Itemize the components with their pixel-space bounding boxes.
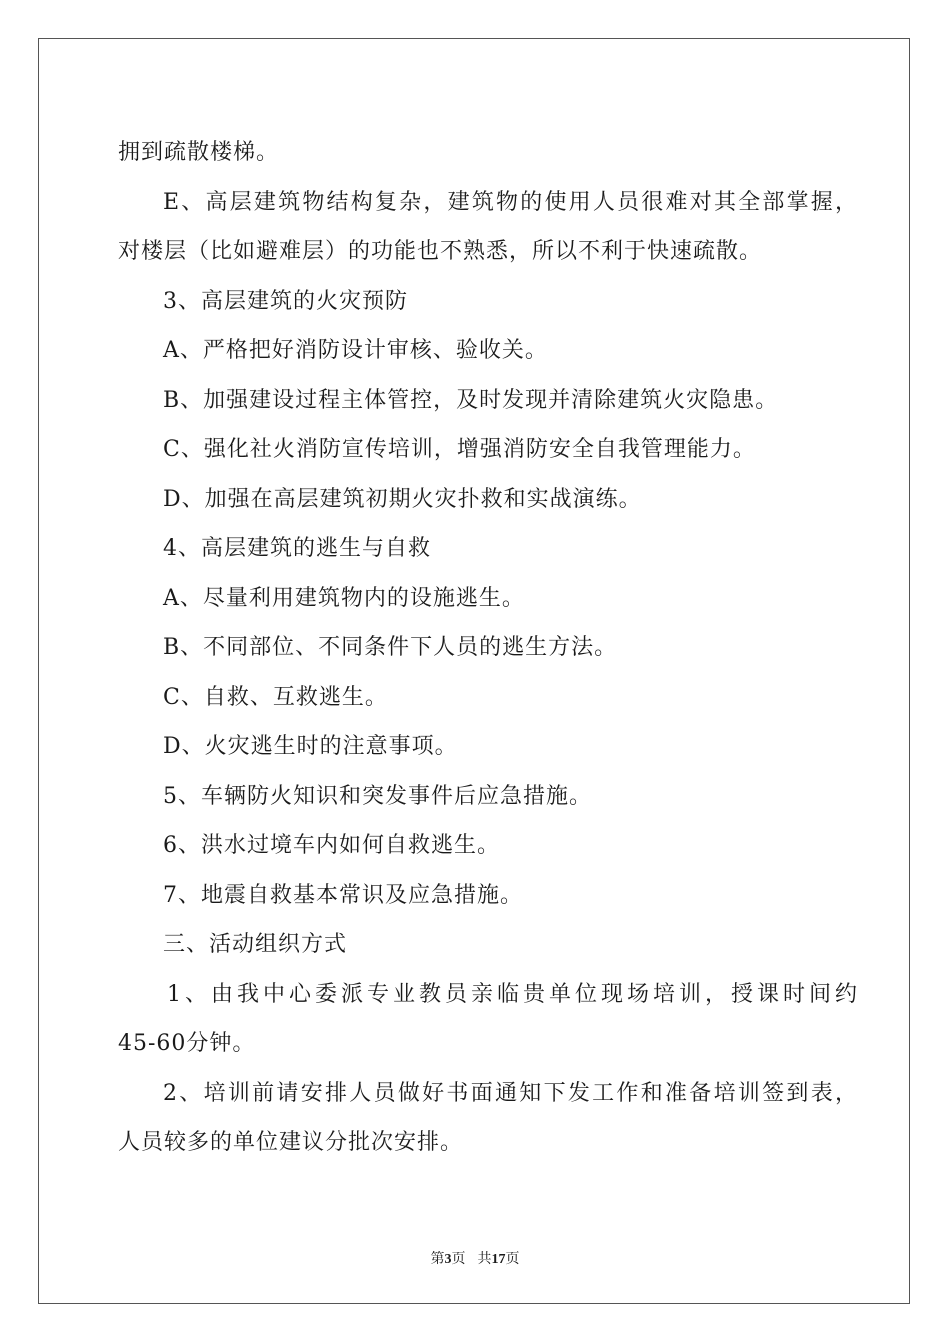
text-line: 对楼层（比如避难层）的功能也不熟悉，所以不利于快速疏散。 bbox=[118, 239, 763, 264]
section-heading: 三、活动组织方式 bbox=[163, 932, 348, 957]
list-item: D、火灾逃生时的注意事项。 bbox=[163, 734, 458, 759]
section-heading: 4、高层建筑的逃生与自救 bbox=[163, 536, 431, 561]
text-line: 拥到疏散楼梯。 bbox=[118, 140, 280, 165]
page-footer bbox=[0, 1248, 950, 1268]
list-item: A、严格把好消防设计审核、验收关。 bbox=[163, 338, 548, 363]
list-item: A、尽量利用建筑物内的设施逃生。 bbox=[163, 585, 525, 611]
text-line: 人员较多的单位建议分批次安排。 bbox=[118, 1130, 464, 1155]
footer-total-suffix: 页 bbox=[505, 1252, 520, 1267]
list-item: D、加强在高层建筑初期火灾扑救和实战演练。 bbox=[163, 486, 642, 512]
section-heading: 5、车辆防火知识和突发事件后应急措施。 bbox=[163, 783, 592, 809]
text-line: 2、培训前请安排人员做好书面通知下发工作和准备培训签到表， bbox=[163, 1080, 858, 1106]
text-line: 45-60分钟。 bbox=[118, 1031, 256, 1056]
section-heading: 3、高层建筑的火灾预防 bbox=[163, 288, 408, 314]
section-heading: 6、洪水过境车内如何自救逃生。 bbox=[163, 833, 500, 858]
document-body bbox=[118, 128, 858, 1168]
list-item: B、加强建设过程主体管控，及时发现并清除建筑火灾隐患。 bbox=[163, 387, 779, 413]
list-item: C、自救、互救逃生。 bbox=[163, 684, 388, 710]
footer-total-prefix: 共 bbox=[477, 1252, 492, 1267]
section-heading: 7、地震自救基本常识及应急措施。 bbox=[163, 882, 523, 908]
page-number: 3 bbox=[444, 1252, 452, 1267]
footer-page-suffix: 页 bbox=[451, 1252, 466, 1267]
list-item: B、不同部位、不同条件下人员的逃生方法。 bbox=[163, 635, 618, 660]
total-pages: 17 bbox=[491, 1252, 506, 1267]
text-line: E、高层建筑物结构复杂，建筑物的使用人员很难对其全部掌握， bbox=[163, 189, 858, 215]
footer-prefix: 第 bbox=[430, 1252, 445, 1267]
list-item: C、强化社火消防宣传培训，增强消防安全自我管理能力。 bbox=[163, 437, 756, 462]
text-line: 1、由我中心委派专业教员亲临贵单位现场培训，授课时间约 bbox=[167, 981, 858, 1007]
